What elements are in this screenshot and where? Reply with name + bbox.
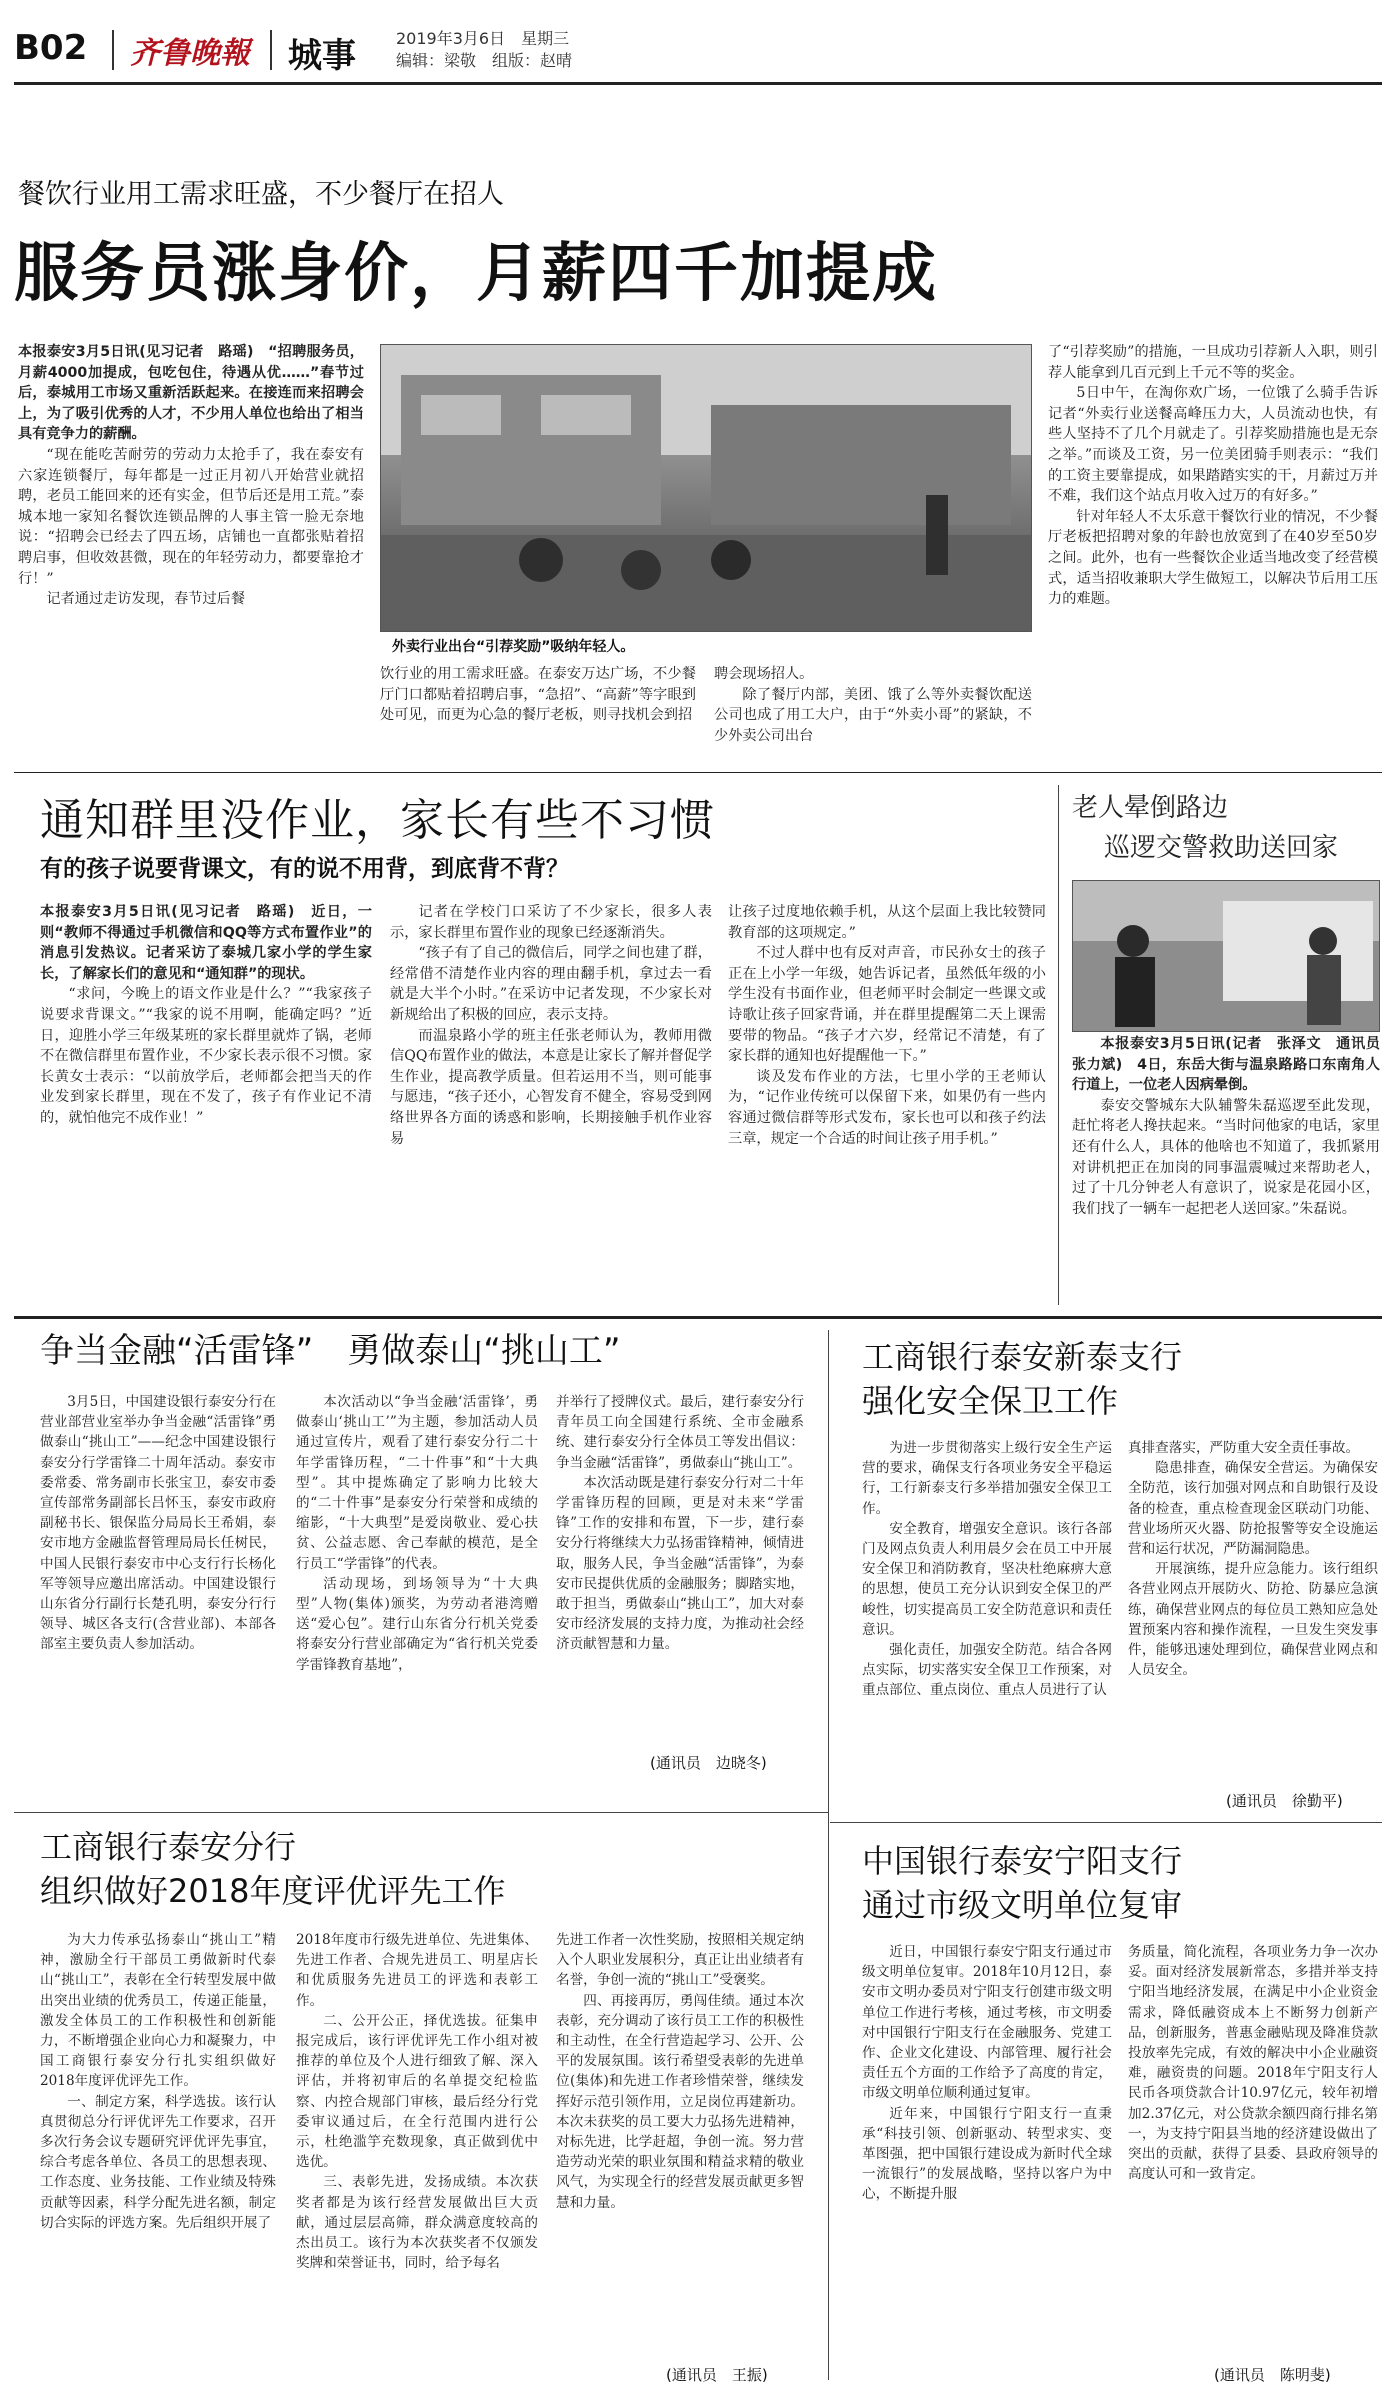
story5-para: 先进工作者一次性奖励，按照相关规定纳入个人职业发展积分，真正让出业绩者有名誉，争创一流的“挑山工”受褒奖。 (556, 1932, 804, 1989)
side-story-photo (1072, 880, 1380, 1032)
story4-headline-1: 工商银行泰安新泰支行 (862, 1338, 1183, 1376)
lead-photo-caption: 外卖行业出台“引荐奖励”吸纳年轻人。 (392, 639, 635, 655)
story2-para: 而温泉路小学的班主任张老师认为，教师用微信QQ布置作业的做法，本意是让家长了解并督促学生作业，提高教学质量。但若运用不当，则可能事与愿违，“孩子还小，心智发育不健全，容易受到网络世界各方面的诱惑和影响，长期接触手机作业容易 (390, 1027, 712, 1147)
lead-para: 聘会现场招人。 (714, 666, 814, 682)
story2-para: 让孩子过度地依赖手机，从这个层面上我比较赞同教育部的这项规定。” (728, 904, 1046, 941)
story3-para: 并举行了授牌仪式。最后，建行泰安分行青年员工向全国建行系统、全市金融系统、建行泰安分行全体员工等发出倡议：争当金融“活雷锋”，勇做泰山“挑山工”。 (556, 1394, 804, 1471)
story5-col-2 (296, 1930, 538, 2388)
issue-date: 2019年3月6日 星期三 (396, 29, 570, 48)
lead-para: 本报泰安3月5日讯(见习记者 路瑶) “招聘服务员，月薪4000加提成，包吃包住，待遇从优……”春节过后，泰城用工市场又重新活跃起来。在接连而来招聘会上，为了吸引优秀的人才，不少用人单位也给出了相当具有竞争力的薪酬。 (18, 344, 364, 443)
story2-subtitle: 有的孩子说要背课文，有的说不用背，到底背不背？ (40, 856, 569, 882)
lead-para: 了“引荐奖励”的措施，一旦成功引荐新人入职，则引荐人能拿到几百元到上千元不等的奖金。 (1048, 344, 1378, 381)
lead-para: 记者通过走访发现，春节过后餐 (46, 591, 246, 608)
story2-col-3 (728, 902, 1046, 1312)
lead-col-1 (18, 342, 364, 737)
story3-para: 3月5日，中国建设银行泰安分行在营业部营业室举办争当金融“活雷锋”勇做泰山“挑山工”——纪念中国建设银行泰安分行学雷锋二十周年活动。泰安市委常委、常务副市长张宝卫，泰安市委宣传部常务副部长吕怀玉，泰安市政府副秘书长、银保监分局局长王希娟，泰安市地方金融监督管理局局长任树民，中国人民银行泰安市中心支行行长杨化军等领导应邀出席活动。中国建设银行山东省分行副行长楚孔明，泰安分行行领导、城区各支行(含营业部)、本部各部室主要负责人参加活动。 (40, 1394, 276, 1653)
lead-col-2 (380, 664, 696, 764)
story4-para: 强化责任，加强安全防范。结合各网点实际，切实落实安全保卫工作预案，对重点部位、重点岗位、重点人员进行了认 (862, 1642, 1112, 1699)
lead-para: “现在能吃苦耐劳的劳动力太抢手了，我在泰安有六家连锁餐厅，每年都是一过正月初八开始营业就招聘，老员工能回来的还有实金，但节后还是用工荒。”泰城本地一家知名餐饮连锁品牌的人事主管一脸无奈地说：“招聘会已经去了四五场，店铺也一直都张贴着招聘启事，但收效甚微，现在的年轻劳动力，都要靠抢才行！” (18, 446, 364, 587)
story6-para: 近日，中国银行泰安宁阳支行通过市级文明单位复审。2018年10月12日，泰安市文明办委员对宁阳支行创建市级文明单位工作进行考核，通过考核，市文明委对中国银行宁阳支行在金融服务、党建工作、企业文化建设、内部管理、履行社会责任五个方面的工作给予了高度的肯定，市级文明单位顺利通过复审。 (862, 1944, 1112, 2102)
story2-para: “孩子有了自己的微信后，同学之间也建了群，经常借不清楚作业内容的理由翻手机，拿过去一看就是大半个小时。”在采访中记者发现，不少家长对新规给出了积极的回应，表示支持。 (390, 945, 712, 1023)
story3-col-3 (556, 1392, 804, 1750)
header-divider (112, 30, 114, 70)
story2-col-1 (40, 902, 372, 1312)
side-story-para: 泰安交警城东大队辅警朱磊巡逻至此发现，赶忙将老人搀扶起来。“当时问他家的电话，家里还有什么人，具体的他啥也不知道了，我抓紧用对讲机把正在加岗的同事温震喊过来帮助老人，过了十几分钟老人有意识了，说家是花园小区，我们找了一辆车一起把老人送回家。”朱磊说。 (1072, 1097, 1380, 1217)
page-number: B02 (14, 28, 88, 68)
story3-signature: (通讯员 边晓冬) (650, 1754, 767, 1772)
story3-para: 活动现场，到场领导为“十大典型”人物(集体)颁奖，为劳动者港湾赠送“爱心包”。建行山东省分行机关党委将泰安分行营业部确定为“省行机关党委学雷锋教育基地”， (296, 1575, 538, 1673)
story5-headline-2: 组织做好2018年度评优评先工作 (40, 1872, 506, 1910)
story3-headline: 争当金融“活雷锋” 勇做泰山“挑山工” (40, 1331, 621, 1371)
story6-headline-1: 中国银行泰安宁阳支行 (862, 1842, 1183, 1880)
side-story-title-2: 巡逻交警救助送回家 (1104, 833, 1339, 863)
story4-para: 隐患排查，确保安全营运。为确保安全防范，该行加强对网点和自助银行及设备的检查，重点检查现金区联动门功能、营业场所灭火器、防抢报警等安全设施运营和运行状况，严防漏洞隐患。 (1128, 1460, 1378, 1558)
story5-headline-1: 工商银行泰安分行 (40, 1828, 297, 1866)
column-divider (828, 1330, 829, 2380)
story4-para: 安全教育，增强安全意识。该行各部门及网点负责人利用晨夕会在员工中开展安全保卫和消防教育，坚决杜绝麻痹大意的思想，使员工充分认识到安全保卫的严峻性，切实提高员工安全防范意识和责任意识。 (862, 1520, 1112, 1638)
side-story-body (1072, 1034, 1395, 1304)
header-rule (14, 82, 1382, 85)
story6-col-1 (862, 1942, 1112, 2388)
section-rule (830, 1822, 1382, 1823)
story4-col-2 (1128, 1438, 1378, 1788)
column-divider (1058, 785, 1059, 1305)
side-story-para: 本报泰安3月5日讯(记者 张泽文 通讯员 张力斌) 4日，东岳大街与温泉路路口东南角人行道上，一位老人因病晕倒。 (1072, 1036, 1395, 1094)
story3-para: 本次活动以“争当金融‘活雷锋’，勇做泰山‘挑山工’”为主题，参加活动人员通过宣传片，观看了建行泰安分行二十年学雷锋历程，“二十件事”和“十大典型”。其中提炼确定了影响力比较大的“二十件事”是泰安分行荣誉和成绩的缩影，“十大典型”是爱岗敬业、爱心扶贫、公益志愿、舍己奉献的模范，是全行员工“学雷锋”的代表。 (296, 1394, 538, 1572)
lead-col-4 (1048, 342, 1378, 752)
section-name: 城事 (288, 36, 356, 76)
story5-para: 三、表彰先进，发扬成绩。本次获奖者都是为该行经营发展做出巨大贡献，通过层层高筛，群众满意度较高的杰出员工。该行为本次获奖者不仅颁发奖牌和荣誉证书，同时，给予每名 (296, 2174, 538, 2272)
lead-headline: 服务员涨身价，月薪四千加提成 (14, 237, 938, 311)
story2-para: 不过人群中也有反对声音，市民孙女士的孩子正在上小学一年级，她告诉记者，虽然低年级的小学生没有书面作业，但老师平时会制定一些课文或诗歌让孩子回家背诵，并在群里提醒第二天上课需要带的物品。“孩子才六岁，经常记不清楚，有了家长群的通知也好提醒他一下。” (728, 945, 1046, 1065)
story2-para: 记者在学校门口采访了不少家长，很多人表示，家长群里布置作业的现象已经逐渐消失。 (390, 904, 712, 941)
story6-signature: (通讯员 陈明斐) (1214, 2366, 1331, 2384)
story2-headline: 通知群里没作业，家长有些不习惯 (40, 795, 715, 846)
story4-para: 开展演练，提升应急能力。该行组织各营业网点开展防火、防抢、防暴应急演练，确保营业网点的每位员工熟知应急处置预案内容和操作流程，一旦发生突发事件，能够迅速处理到位，确保营业网点和人员安全。 (1128, 1561, 1378, 1679)
editors-credit: 编辑：梁敬 组版：赵晴 (396, 51, 573, 70)
newspaper-logo: 齐鲁晚報 (130, 36, 250, 71)
side-story-title-1: 老人晕倒路边 (1072, 793, 1229, 823)
story2-para: 本报泰安3月5日讯(见习记者 路瑶) 近日，一则“教师不得通过手机微信和QQ等方式布置作业”的消息引发热议。记者采访了泰城几家小学的学生家长，了解家长们的意见和“通知群”的现状。 (40, 904, 372, 982)
lead-col-3 (714, 664, 1032, 764)
story5-para: 四、再接再厉，勇闯佳绩。通过本次表彰，充分调动了该行员工工作的积极性和主动性，在全行营造起学习、公开、公平的发展氛围。该行希望受表彰的先进单位(集体)和先进工作者珍惜荣誉，继续发挥好示范引领作用，立足岗位再建新功。本次未获奖的员工要大力弘扬先进精神，对标先进，比学赶超，争创一流。努力营造劳动光荣的职业氛围和精益求精的敬业风气，为实现全行的经营发展贡献更多智慧和力量。 (556, 1992, 804, 2211)
section-rule (14, 1812, 828, 1813)
story5-para: 一、制定方案，科学选拔。该行认真贯彻总分行评优评先工作要求，召开多次行务会议专题研究评优评先事宜，综合考虑各单位、各员工的思想表现、工作态度、业务技能、工作业绩及特殊贡献等因素，科学分配先进名额，制定切合实际的评选方案。先后组织开展了 (40, 2093, 276, 2231)
header-meta (396, 28, 572, 72)
story6-headline-2: 通过市级文明单位复审 (862, 1886, 1183, 1924)
story4-signature: (通讯员 徐勤平) (1226, 1792, 1343, 1810)
section-rule (14, 772, 1382, 773)
story3-para: 本次活动既是建行泰安分行对二十年学雷锋历程的回顾，更是对未来“学雷锋”工作的安排和布置，下一步，建行泰安分行将继续大力弘扬雷锋精神，倾情进取，服务人民，争当金融“活雷锋”，为泰安市民提供优质的金融服务；脚踏实地，敢于担当，勇做泰山“挑山工”，加大对泰安市经济发展的支持力度，为推动社会经济贡献智慧和力量。 (556, 1474, 804, 1653)
story4-para: 为进一步贯彻落实上级行安全生产运营的要求，确保支行各项业务安全平稳运行，工行新泰支行多举措加强安全保卫工作。 (862, 1440, 1112, 1517)
story5-col-1 (40, 1930, 276, 2388)
header-divider (270, 30, 272, 70)
story2-para: “求问，今晚上的语文作业是什么？”“我家孩子说要求背课文。”“我家的说不用啊，能确定吗？”近日，迎胜小学三年级某班的家长群里就炸了锅，老师不在微信群里布置作业，不少家长表示很不习惯。家长黄女士表示：“以前放学后，老师都会把当天的作业发到家长群里，现在不发了，孩子有作业记不清的，就怕他完不成作业！” (40, 986, 372, 1126)
lead-para: 除了餐厅内部，美团、饿了么等外卖餐饮配送公司也成了用工大户，由于“外卖小哥”的紧缺，不少外卖公司出台 (714, 686, 1032, 744)
story6-col-2 (1128, 1942, 1378, 2366)
story6-para: 务质量，简化流程，各项业务力争一次办妥。面对经济发展新常态，多措并举支持宁阳当地经济发展，在满足中小企业资金需求，降低融资成本上不断努力创新产品，创新服务，普惠金融贴现及降准贷款投放率先完成，有效的解决中小企业融资难，融资贵的问题。2018年宁阳支行人民币各项贷款合计10.97亿元，较年初增加2.37亿元，对公贷款余额四商行排名第一，为支持宁阳县当地的经济建设做出了突出的贡献，获得了县委、县政府领导的高度认可和一致肯定。 (1128, 1944, 1378, 2183)
street-scene-image (381, 345, 1031, 631)
story6-para: 近年来，中国银行宁阳支行一直秉承“科技引领、创新驱动、转型求实、变革图强，把中国银行建设成为新时代全球一流银行”的发展战略，坚持以客户为中心，不断提升服 (862, 2105, 1112, 2203)
story4-para: 真排查落实，严防重大安全责任事故。 (1128, 1440, 1360, 1456)
story5-para: 为大力传承弘扬泰山“挑山工”精神，激励全行干部员工勇做新时代泰山“挑山工”，表彰在全行转型发展中做出突出业绩的优秀员工，传递正能量，激发全体员工的工作积极性和创新能力，不断增强企业向心力和凝聚力，中国工商银行泰安分行扎实组织做好2018年度评优评先工作。 (40, 1932, 276, 2090)
section-rule (14, 1316, 1382, 1319)
story3-col-1 (40, 1392, 276, 1770)
lead-para: 5日中午，在淘你欢广场，一位饿了么骑手告诉记者“外卖行业送餐高峰压力大，人员流动也快，有些人坚持不了几个月就走了。引荐奖励措施也是无奈之举。”而谈及工资，另一位美团骑手则表示：“我们的工资主要靠提成，如果踏踏实实的干，月薪过万并不难，我们这个站点月收入过万的有好多。” (1048, 385, 1378, 505)
story5-para: 2018年度市行级先进单位、先进集体、先进工作者、合规先进员工、明星店长和优质服务先进员工的评选和表彰工作。 (296, 1932, 538, 2009)
story3-col-2 (296, 1392, 538, 1770)
story4-col-1 (862, 1438, 1112, 1808)
lead-photo (380, 344, 1032, 632)
lead-para: 针对年轻人不太乐意干餐饮行业的情况，不少餐厅老板把招聘对象的年龄也放宽到了在40岁至50岁之间。此外，也有一些餐饮企业适当地改变了经营模式，适当招收兼职大学生做短工，以解决节后用工压力的难题。 (1048, 508, 1378, 608)
story5-col-3 (556, 1930, 804, 2366)
rescue-scene-image (1073, 881, 1379, 1031)
lead-subtitle: 餐饮行业用工需求旺盛，不少餐厅在招人 (18, 179, 504, 210)
story2-col-2 (390, 902, 712, 1312)
story2-para: 谈及发布作业的方法，七里小学的王老师认为，“记作业传统可以保留下来，如果仍有一些内容通过微信群等形式发布，家长也可以和孩子约法三章，规定一个合适的时间让孩子用手机。” (728, 1068, 1046, 1147)
lead-para: 饮行业的用工需求旺盛。在泰安万达广场，不少餐厅门口都贴着招聘启事，“急招”、“高薪”等字眼到处可见，而更为心急的餐厅老板，则寻找机会到招 (380, 666, 696, 724)
story4-headline-2: 强化安全保卫工作 (862, 1382, 1119, 1420)
story5-para: 二、公开公正，择优选拔。征集申报完成后，该行评优评先工作小组对被推荐的单位及个人进行细致了解、深入评估，并将初审后的名单提交纪检监察、内控合规部门审核，最后经分行党委审议通过后，在全行范围内进行公示，杜绝滥竽充数现象，真正做到优中选优。 (296, 2012, 538, 2171)
story5-signature: (通讯员 王振) (666, 2366, 768, 2384)
